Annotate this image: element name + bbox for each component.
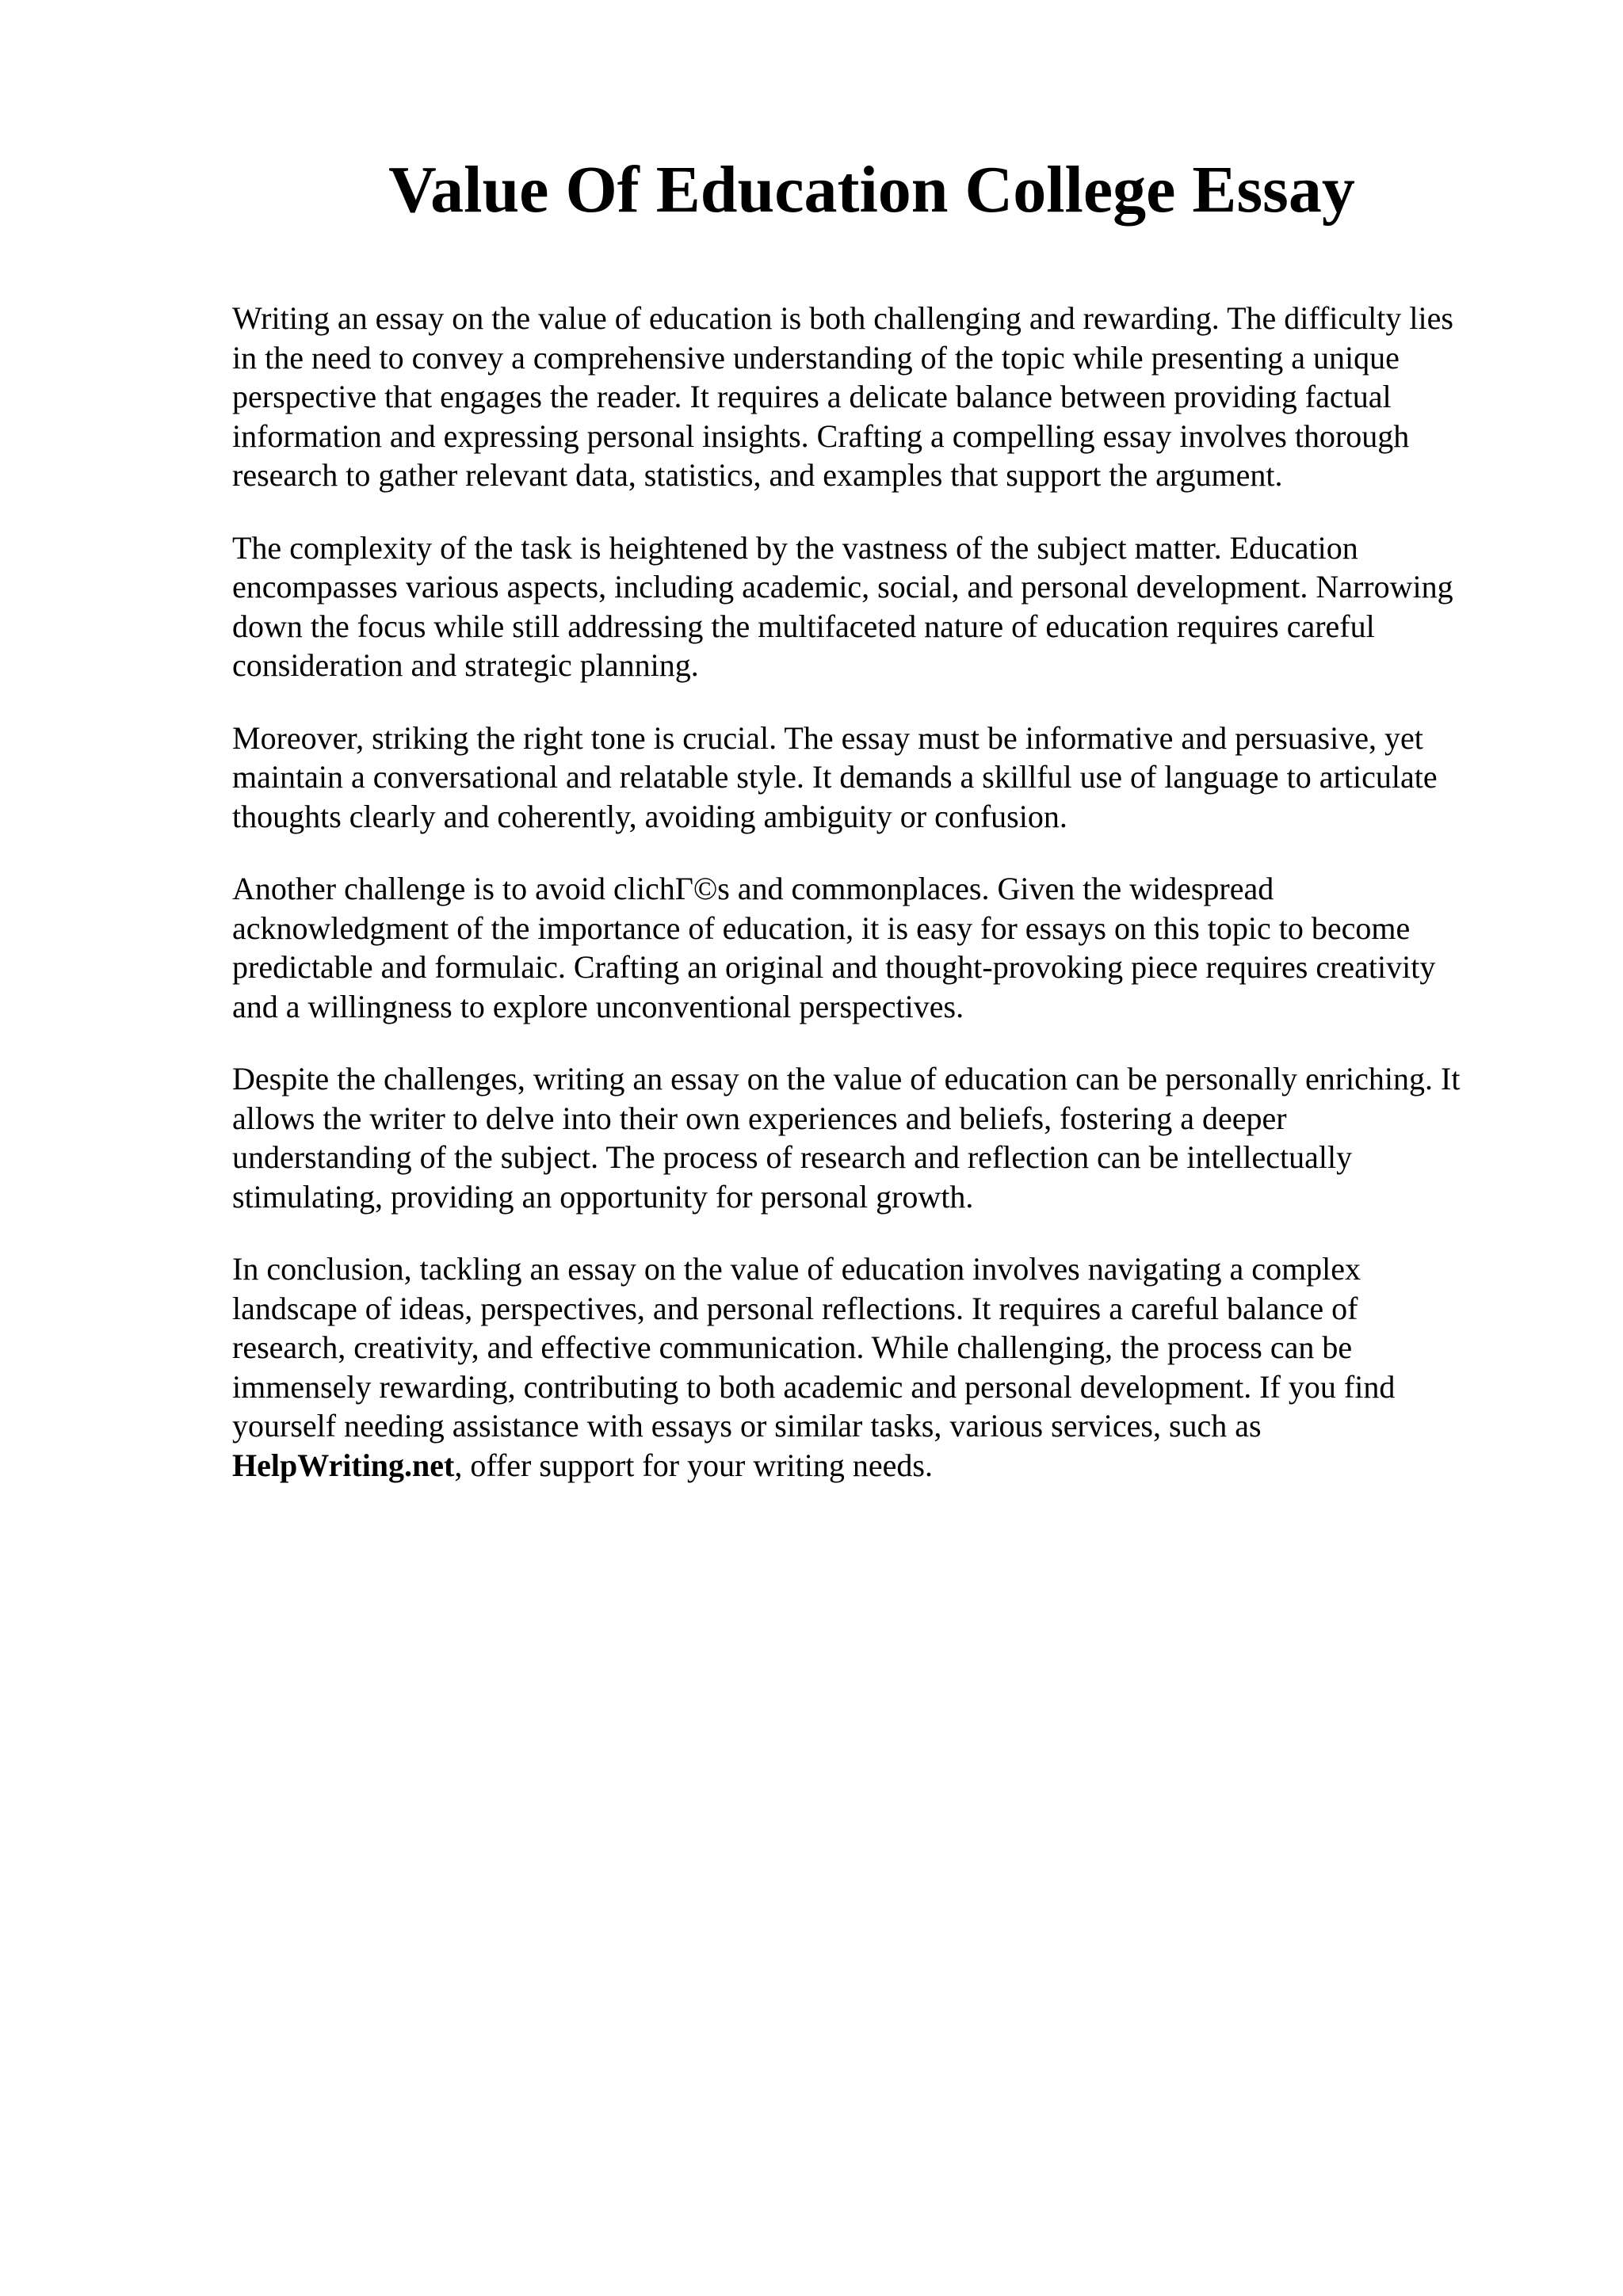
text-line: Despite the challenges, writing an essay on the value of education can be personally enriching. It xyxy=(232,1061,1461,1097)
text-line: landscape of ideas, perspectives, and personal reflections. It requires a careful balance of xyxy=(232,1290,1358,1326)
paragraph-2 xyxy=(232,528,1524,685)
text-line: stimulating, providing an opportunity for personal growth. xyxy=(232,1178,974,1215)
text-line: Moreover, striking the right tone is crucial. The essay must be informative and persuasive, yet xyxy=(232,719,1423,756)
document-title: Value Of Education College Essay xyxy=(388,153,1355,227)
paragraph-1 xyxy=(232,299,1524,495)
text-line: immensely rewarding, contributing to both academic and personal development. If you find xyxy=(232,1368,1396,1405)
helpwriting-brand-link[interactable]: HelpWriting.net xyxy=(232,1447,455,1483)
text-line: maintain a conversational and relatable style. It demands a skillful use of language to articulate xyxy=(232,759,1438,795)
text-line: information and expressing personal insights. Crafting a compelling essay involves thorough xyxy=(232,418,1410,454)
essay-body xyxy=(232,299,1524,1518)
text-line: Another challenge is to avoid clichΓ©s and commonplaces. Given the widespread xyxy=(232,871,1274,906)
text-line: perspective that engages the reader. It requires a delicate balance between providing factual xyxy=(232,379,1392,414)
text-line: acknowledgment of the importance of education, it is easy for essays on this topic to become xyxy=(232,910,1411,946)
text-line: consideration and strategic planning. xyxy=(232,647,699,683)
text-line: In conclusion, tackling an essay on the value of education involves navigating a complex xyxy=(232,1251,1361,1287)
text-line: research, creativity, and effective communication. While challenging, the process can be xyxy=(232,1329,1353,1365)
text-line-final xyxy=(232,1446,1524,1486)
paragraph-4 xyxy=(232,869,1524,1026)
text-line: understanding of the subject. The process of research and reflection can be intellectually xyxy=(232,1139,1353,1175)
closing-text: , offer support for your writing needs. xyxy=(454,1447,933,1483)
text-line: Writing an essay on the value of education is both challenging and rewarding. The difficulty lies xyxy=(232,300,1453,336)
text-line: research to gather relevant data, statistics, and examples that support the argument. xyxy=(232,457,1283,493)
text-line: encompasses various aspects, including academic, social, and personal development. Narrowing xyxy=(232,569,1453,605)
text-line: The complexity of the task is heightened by the vastness of the subject matter. Education xyxy=(232,529,1358,566)
text-line: yourself needing assistance with essays or similar tasks, various services, such as xyxy=(232,1408,1262,1444)
text-line: predictable and formulaic. Crafting an original and thought-provoking piece requires creativity xyxy=(232,949,1436,985)
paragraph-3 xyxy=(232,719,1524,837)
text-line: and a willingness to explore unconventional perspectives. xyxy=(232,988,964,1024)
paragraph-5 xyxy=(232,1059,1524,1216)
text-line: in the need to convey a comprehensive understanding of the topic while presenting a unique xyxy=(232,339,1400,376)
text-line: thoughts clearly and coherently, avoiding ambiguity or confusion. xyxy=(232,798,1067,834)
text-line: allows the writer to delve into their own experiences and beliefs, fostering a deeper xyxy=(232,1100,1287,1136)
text-line: down the focus while still addressing the multifaceted nature of education requires careful xyxy=(232,608,1375,644)
paragraph-6 xyxy=(232,1249,1524,1485)
